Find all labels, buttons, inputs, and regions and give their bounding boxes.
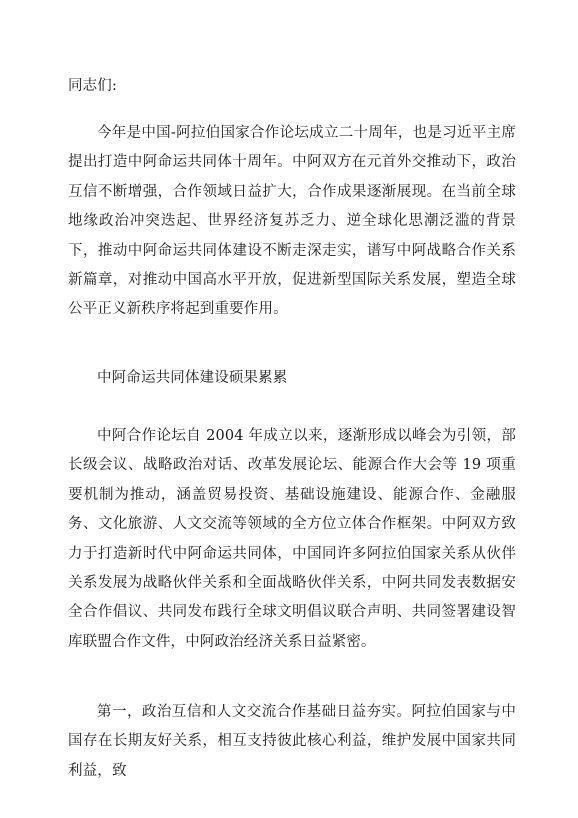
salutation: 同志们: [68, 78, 117, 94]
paragraph-first-point: 第一，政治互信和人文交流合作基础日益夯实。阿拉伯国家与中国存在长期友好关系，相互支持彼此核心利益，维护发展中国家共同利益，致 [68, 704, 516, 779]
section-heading: 中阿命运共同体建设硕果累累 [97, 370, 288, 386]
paragraph-forum: 中阿合作论坛自 2004 年成立以来，逐渐形成以峰会为引领，部长级会议、战略政治对话、改革发展论坛、能源合作大会等 19 项重要机制为推动，涵盖贸易投资、基础设施建设、能源合作、金融服务、文化旅游、人文交流等领域的全方位立体合作框架。中阿双方致力于打造新时代中阿命运共同体，中国同许多阿拉伯国家关系从伙伴关系发展为战略伙伴关系和全面战略伙伴关系，中阿共同发表数据安全合作倡议、共同发布践行全球文明倡议联合声明、共同签署建设智库联盟合作文件，中阿政治经济关系日益紧密。 [68, 428, 516, 650]
paragraph-intro: 今年是中国-阿拉伯国家合作论坛成立二十周年，也是习近平主席提出打造中阿命运共同体十周年。中阿双方在元首外交推动下，政治互信不断增强，合作领域日益扩大，合作成果逐渐展现。在当前全球地缘政治冲突迭起、世界经济复苏乏力、逆全球化思潮泛滥的背景下，推动中阿命运共同体建设不断走深走实，谱写中阿战略合作关系新篇章，对推动中国高水平开放，促进新型国际关系发展，塑造全球公平正义新秩序将起到重要作用。 [68, 125, 516, 318]
